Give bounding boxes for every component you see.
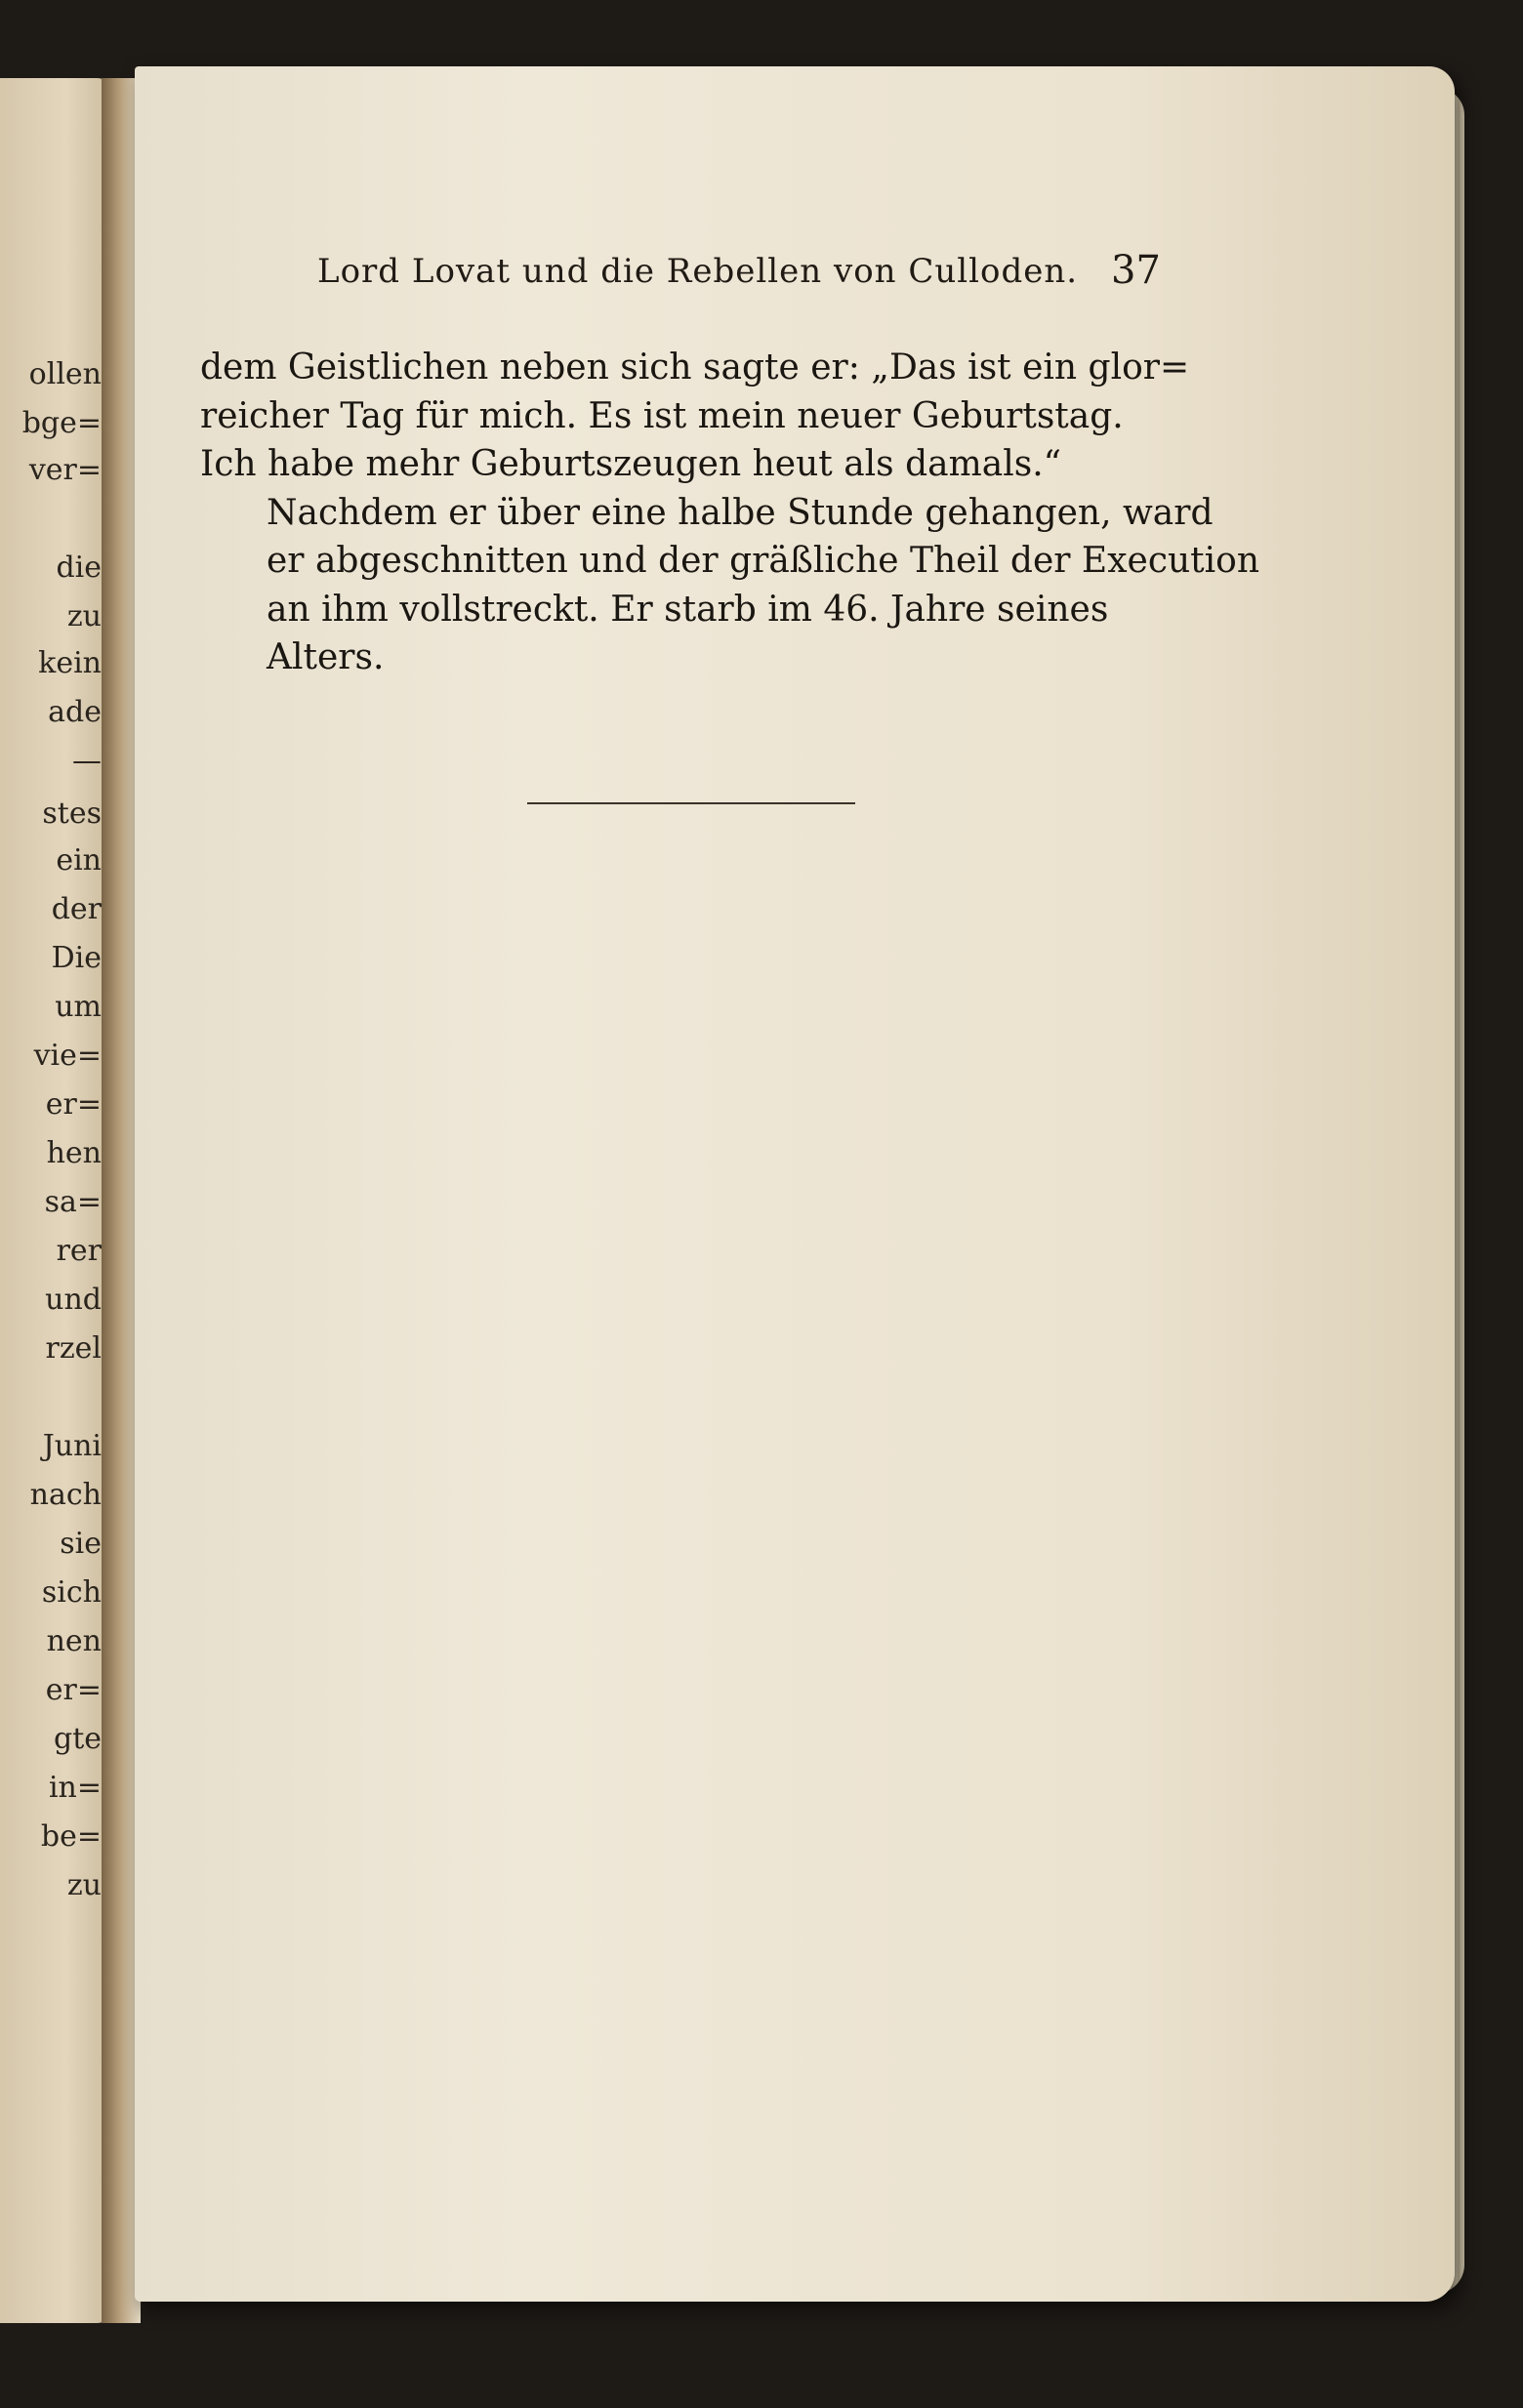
- left-fragment: ver=: [28, 453, 102, 487]
- left-fragment: bge=: [21, 406, 102, 440]
- left-fragment: nach: [29, 1478, 102, 1512]
- left-fragment: vie=: [33, 1039, 102, 1073]
- paragraph: [200, 344, 1190, 489]
- left-fragment: rer: [56, 1234, 102, 1268]
- left-fragment: und: [45, 1283, 102, 1317]
- left-fragment: zu: [66, 599, 102, 633]
- left-fragment: der: [51, 892, 102, 926]
- left-fragment: sa=: [44, 1185, 102, 1219]
- left-fragment: Die: [51, 941, 102, 975]
- left-fragment: die: [56, 551, 102, 585]
- left-fragment: um: [55, 990, 102, 1024]
- text-line: Alters.: [267, 637, 385, 677]
- left-fragment: sich: [41, 1575, 102, 1610]
- left-fragment: hen: [46, 1136, 102, 1170]
- left-fragment: er=: [45, 1673, 102, 1707]
- section-end-rule: [527, 802, 855, 804]
- left-fragment: be=: [40, 1819, 102, 1854]
- previous-page-edge: [0, 78, 109, 2323]
- left-fragment: Juni: [42, 1429, 102, 1463]
- running-head: Lord Lovat und die Rebellen von Culloden.: [317, 252, 1079, 291]
- page-number: 37: [1111, 248, 1161, 293]
- left-fragment: kein: [38, 646, 102, 680]
- text-line: reicher Tag für mich. Es ist mein neuer Geburtstag.: [200, 395, 1124, 436]
- left-fragment: —: [72, 744, 102, 778]
- left-fragment: in=: [48, 1771, 102, 1805]
- text-line: er abgeschnitten und der gräßliche Theil der Execution: [267, 541, 1259, 581]
- left-fragment: ollen: [28, 357, 102, 391]
- left-fragment: ade: [48, 695, 102, 729]
- text-line: an ihm vollstreckt. Er starb im 46. Jahre seines: [267, 589, 1109, 630]
- page-body: [200, 344, 1259, 682]
- left-fragment: sie: [60, 1527, 102, 1561]
- text-line: dem Geistlichen neben sich sagte er: „Das ist ein glor=: [200, 347, 1190, 388]
- left-fragment: zu: [66, 1868, 102, 1902]
- left-fragment: nen: [46, 1624, 102, 1658]
- left-fragment: er=: [45, 1087, 102, 1122]
- text-line: Ich habe mehr Geburtszeugen heut als damals.“: [200, 444, 1062, 484]
- left-fragment: ein: [56, 843, 102, 877]
- text-line: Nachdem er über eine halbe Stunde gehangen, ward: [267, 492, 1214, 533]
- left-fragment: stes: [42, 796, 102, 831]
- left-fragment: gte: [53, 1722, 102, 1756]
- left-fragment: rzel: [45, 1331, 102, 1366]
- paragraph: [200, 489, 1259, 682]
